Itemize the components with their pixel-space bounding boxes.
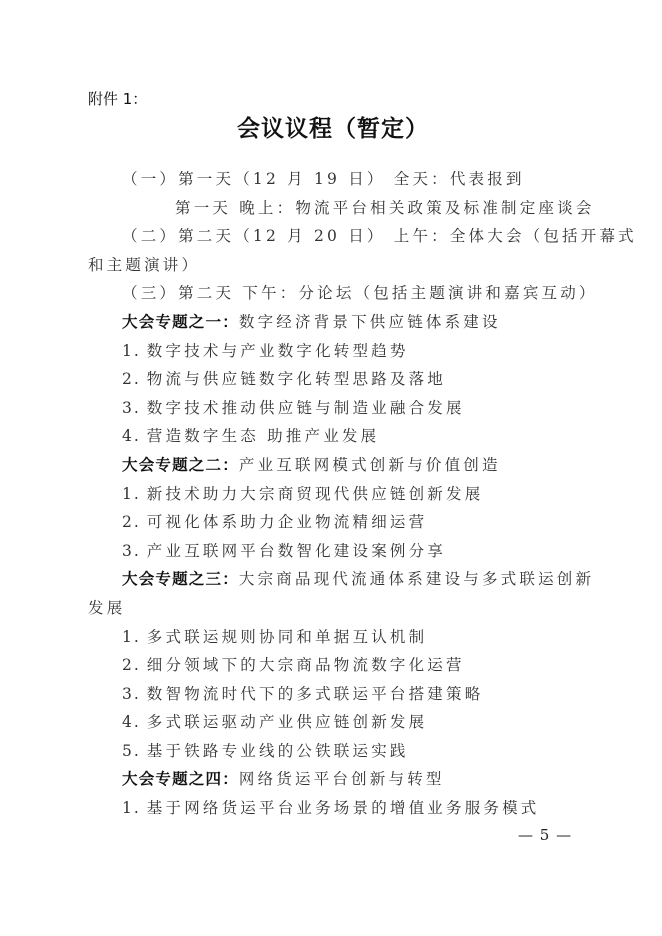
topic-title-cont: 发展: [88, 598, 126, 617]
topic-heading: [88, 565, 595, 594]
topic-label: 大会专题之一：: [122, 312, 239, 331]
list-item: 1. 数字技术与产业数字化转型趋势: [122, 341, 409, 360]
list-item: 2. 物流与供应链数字化转型思路及落地: [122, 370, 446, 389]
list-item: 3. 产业互联网平台数智化建设案例分享: [122, 541, 446, 560]
topic-label: 大会专题之二：: [122, 455, 239, 474]
agenda-body: [88, 165, 637, 823]
list-item: 1. 新技术助力大宗商贸现代供应链创新发展: [122, 484, 484, 503]
topic-label: 大会专题之三：: [122, 570, 239, 589]
schedule-day1-fullday: （一）第一天（12 月 19 日） 全天：代表报到: [122, 170, 525, 188]
page-number: — 5 —: [518, 826, 573, 844]
list-item: 3. 数智物流时代下的多式联运平台搭建策略: [122, 684, 484, 703]
topic-title: 网络货运平台创新与转型: [238, 770, 445, 789]
page-title: 会议议程（暂定）: [237, 116, 429, 142]
list-item: 2. 细分领域下的大宗商品物流数字化运营: [122, 656, 465, 675]
attachment-label: 附件 1：: [88, 90, 148, 108]
schedule-day1-evening: 第一天 晚上：物流平台相关政策及标准制定座谈会: [175, 198, 595, 217]
topic-title: 产业互联网模式创新与价值创造: [238, 455, 501, 474]
list-item: 2. 可视化体系助力企业物流精细运营: [122, 513, 428, 532]
list-item: 4. 营造数字生态 助推产业发展: [122, 427, 380, 446]
schedule-day2-morning-cont: 和主题演讲）: [88, 255, 201, 274]
list-item: 1. 多式联运规则协同和单据互认机制: [122, 627, 428, 646]
schedule-day2-afternoon: （三）第二天 下午：分论坛（包括主题演讲和嘉宾互动）: [122, 284, 598, 303]
list-item: 1. 基于网络货运平台业务场景的增值业务服务模式: [122, 799, 540, 818]
list-item: 4. 多式联运驱动产业供应链创新发展: [122, 713, 428, 732]
list-item: 3. 数字技术推动供应链与制造业融合发展: [122, 398, 465, 417]
topic-title: 大宗商品现代流通体系建设与多式联运创新: [238, 570, 595, 589]
list-item: 5. 基于铁路专业线的公铁联运实践: [122, 741, 409, 760]
schedule-day2-morning: （二）第二天（12 月 20 日） 上午：全体大会（包括开幕式: [122, 227, 637, 246]
topic-heading: [88, 308, 566, 337]
topic-title: 数字经济背景下供应链体系建设: [238, 312, 501, 331]
topic-label: 大会专题之四：: [122, 770, 239, 789]
topic-heading: [88, 451, 566, 480]
topic-heading: [88, 765, 566, 794]
